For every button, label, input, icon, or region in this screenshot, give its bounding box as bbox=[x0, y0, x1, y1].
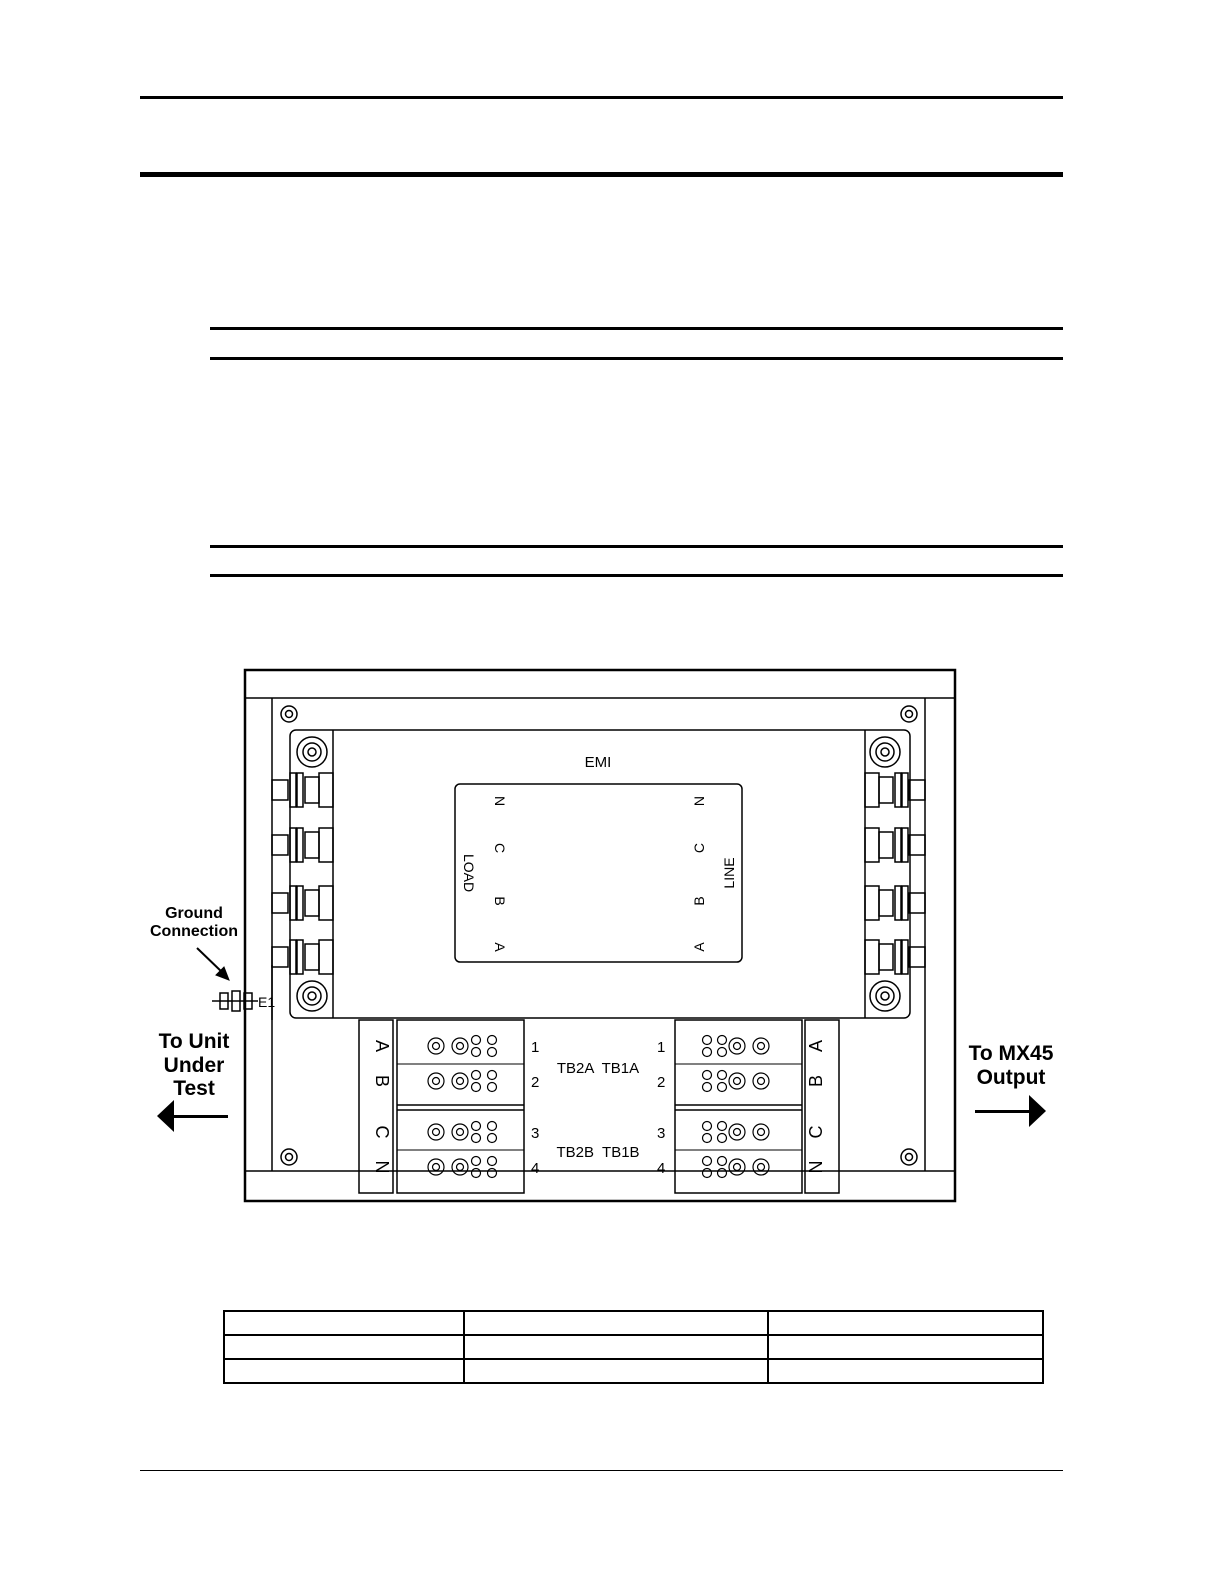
mount-screw-icon bbox=[281, 1149, 297, 1165]
mount-screw-icon bbox=[901, 706, 917, 722]
emi-label: EMI bbox=[584, 754, 612, 771]
left-terminal-number: 2 bbox=[531, 1074, 540, 1091]
line-label: LINE bbox=[721, 857, 737, 889]
left-terminal-number: 3 bbox=[531, 1125, 540, 1142]
left-phase-label: A bbox=[372, 1039, 392, 1053]
line-feedthrough-icon bbox=[865, 940, 925, 974]
ground-callout-line-1: Ground bbox=[165, 905, 223, 922]
table-cell bbox=[768, 1359, 1043, 1383]
ground-pointer-arrow bbox=[197, 948, 229, 980]
arrow-to-mx45-output bbox=[975, 1095, 1046, 1127]
emi-load-phase: B bbox=[492, 896, 508, 906]
right-phase-label: N bbox=[806, 1160, 826, 1174]
terminal-screw-row bbox=[703, 1036, 770, 1057]
right-terminal-number: 2 bbox=[657, 1074, 666, 1091]
uut-callout-line-3: Test bbox=[173, 1077, 215, 1101]
emi-load-phase: A bbox=[492, 942, 508, 952]
mount-screw-icon bbox=[901, 1149, 917, 1165]
table-cell bbox=[224, 1311, 464, 1335]
feedthrough-terminals bbox=[272, 773, 925, 974]
ground-callout-line-2: Connection bbox=[150, 922, 238, 940]
terminal-screw-row bbox=[703, 1071, 770, 1092]
tb1-block bbox=[675, 1020, 802, 1193]
uut-callout-line-1: To Unit bbox=[158, 1030, 230, 1053]
ground-connection-callout bbox=[140, 905, 248, 941]
right-terminal-number: 4 bbox=[657, 1160, 666, 1177]
specification-table bbox=[223, 1310, 1044, 1384]
terminal-screw-row bbox=[703, 1122, 770, 1143]
table-cell bbox=[464, 1311, 768, 1335]
emi-load-phase: N bbox=[492, 795, 508, 807]
table-cell bbox=[768, 1335, 1043, 1359]
right-phase-label: B bbox=[806, 1074, 826, 1088]
e1-label: E1 bbox=[258, 994, 276, 1010]
table-cell bbox=[768, 1311, 1043, 1335]
emi-filter-body bbox=[290, 730, 910, 1018]
line-feedthrough-icon bbox=[865, 773, 925, 807]
load-feedthrough-icon bbox=[272, 828, 333, 862]
right-terminal-number: 3 bbox=[657, 1125, 666, 1142]
emi-line-phase: N bbox=[691, 795, 707, 807]
filter-screw-icon bbox=[870, 737, 900, 767]
load-feedthrough-icon bbox=[272, 940, 333, 974]
terminal-screw-row bbox=[428, 1071, 497, 1092]
terminal-screw-row bbox=[428, 1122, 497, 1143]
to-mx45-output-callout bbox=[955, 1042, 1067, 1089]
table-row bbox=[224, 1359, 1043, 1383]
arrow-to-unit-under-test bbox=[157, 1100, 228, 1132]
load-label: LOAD bbox=[461, 853, 477, 893]
table-cell bbox=[464, 1335, 768, 1359]
tb-bottom-label: TB2B TB1B bbox=[556, 1144, 640, 1161]
tb2-block bbox=[397, 1020, 524, 1193]
mounting-screws bbox=[281, 706, 917, 1165]
load-feedthrough-icon bbox=[272, 886, 333, 920]
table-cell bbox=[224, 1335, 464, 1359]
line-feedthrough-icon bbox=[865, 886, 925, 920]
enclosure-outline bbox=[245, 670, 955, 1201]
emi-line-phase: C bbox=[691, 842, 707, 854]
table-row bbox=[224, 1335, 1043, 1359]
terminal-screw-row bbox=[428, 1157, 497, 1178]
mx45-callout-line-1: To MX45 bbox=[968, 1042, 1054, 1065]
uut-callout-line-2: Under bbox=[163, 1053, 225, 1077]
mx45-callout-line-2: Output bbox=[976, 1065, 1046, 1089]
to-unit-under-test-callout bbox=[140, 1030, 248, 1101]
left-terminal-number: 4 bbox=[531, 1160, 540, 1177]
left-terminal-number: 1 bbox=[531, 1039, 540, 1056]
terminal-screw-row bbox=[428, 1036, 497, 1057]
phase-labels bbox=[372, 796, 826, 1174]
filter-screw-icon bbox=[297, 737, 327, 767]
mount-screw-icon bbox=[281, 706, 297, 722]
line-feedthrough-icon bbox=[865, 828, 925, 862]
emi-line-phase: A bbox=[691, 942, 707, 952]
tb-top-label: TB2A TB1A bbox=[556, 1060, 640, 1077]
table-cell bbox=[224, 1359, 464, 1383]
left-phase-label: N bbox=[372, 1160, 392, 1174]
filter-screw-icon bbox=[870, 981, 900, 1011]
emi-load-phase: C bbox=[492, 842, 508, 854]
emi-label-plate bbox=[455, 784, 742, 962]
table-cell bbox=[464, 1359, 768, 1383]
left-phase-label: B bbox=[372, 1074, 392, 1088]
right-terminal-number: 1 bbox=[657, 1039, 666, 1056]
right-phase-label: A bbox=[806, 1039, 826, 1053]
emi-line-phase: B bbox=[691, 896, 707, 906]
filter-screw-icon bbox=[297, 981, 327, 1011]
left-phase-label: C bbox=[372, 1125, 392, 1139]
load-feedthrough-icon bbox=[272, 773, 333, 807]
terminal-screw-row bbox=[703, 1157, 770, 1178]
right-phase-label: C bbox=[806, 1125, 826, 1139]
table-row bbox=[224, 1311, 1043, 1335]
